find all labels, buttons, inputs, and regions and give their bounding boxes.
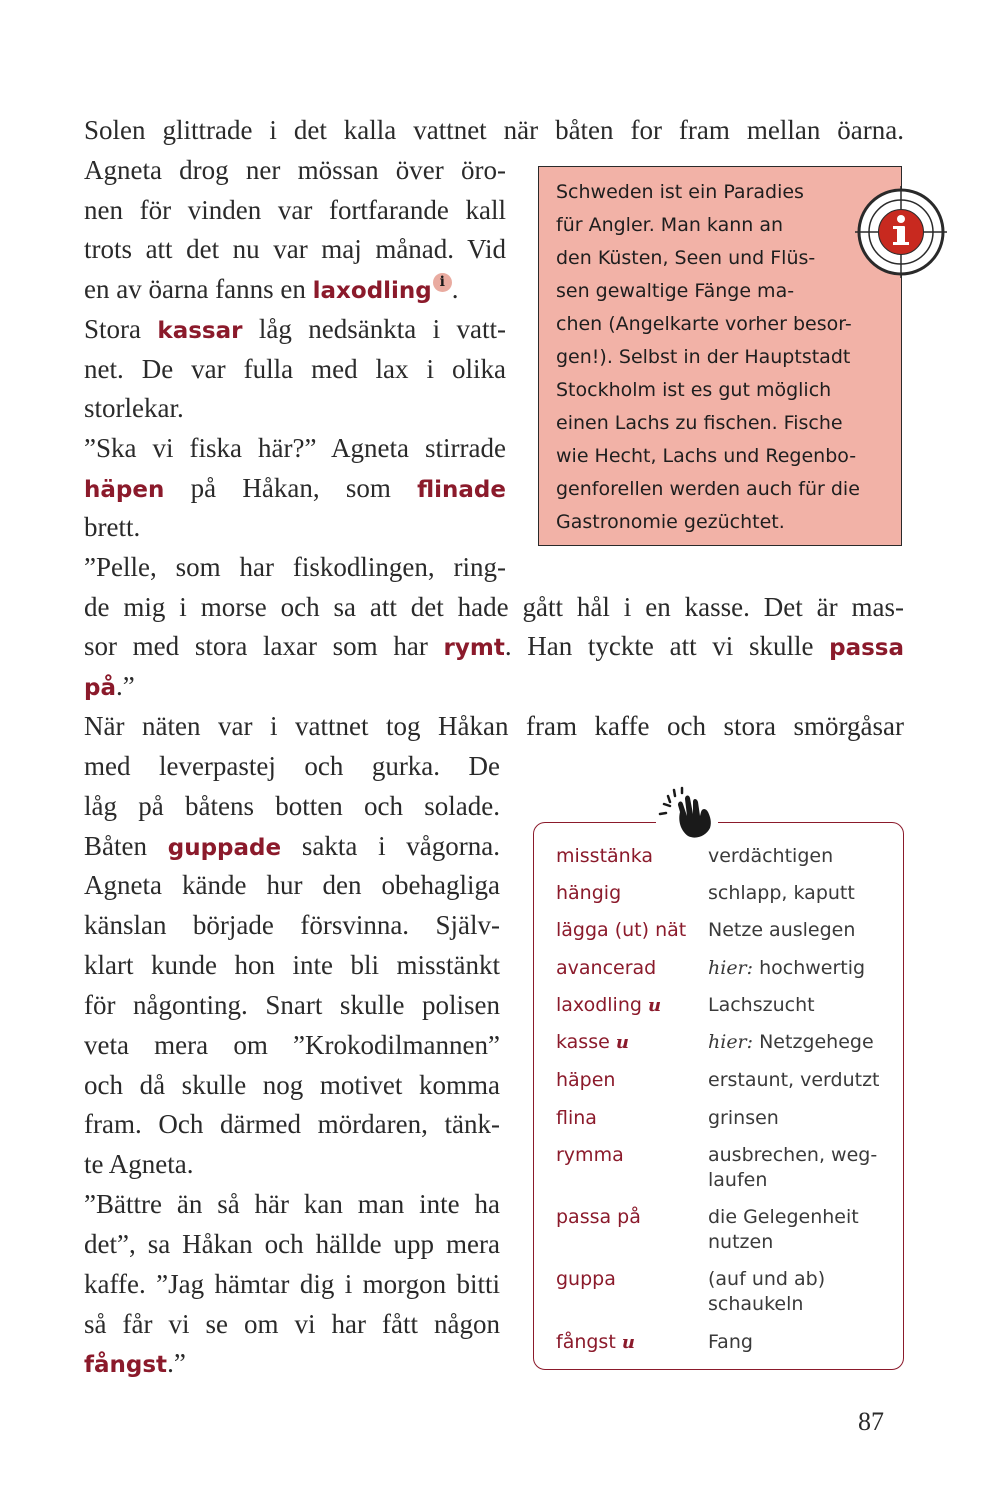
text-segment: låg nedsänkta i vatt- — [258, 314, 507, 344]
text-line: net. De var fulla med lax i olika — [84, 354, 506, 384]
text-line: med leverpastej och gurka. De — [84, 751, 500, 781]
text-segment: .” — [167, 1348, 186, 1378]
vocab-gender: u — [647, 995, 662, 1016]
vocab-swedish — [556, 1330, 635, 1355]
text-segment: sakta i vågorna. — [301, 831, 501, 861]
text-line — [84, 269, 506, 311]
text-line: ”Bättre än så här kan man inte ha — [84, 1189, 500, 1219]
keyword: guppade — [167, 835, 282, 861]
keyword: kassar — [157, 318, 243, 344]
vocab-german: verdächtigen — [708, 845, 834, 867]
keyword: på — [84, 675, 116, 701]
vocab-german — [708, 1030, 874, 1054]
vocab-note: hier: — [708, 1031, 754, 1053]
vocab-german-text: Netzgehege — [753, 1031, 874, 1053]
vocab-swedish: hängig — [556, 882, 622, 904]
vocab-swedish: avancerad — [556, 957, 657, 979]
info-line: den Küsten, Seen und Flüs- — [556, 247, 816, 269]
text-segment: . Han tyckte att vi skulle — [504, 631, 814, 661]
text-line: känslan började försvinna. Själv- — [84, 910, 500, 940]
vocab-swedish: flina — [556, 1107, 597, 1129]
text-segment: . — [451, 274, 459, 304]
text-line — [84, 1343, 186, 1385]
keyword: rymt — [443, 635, 505, 661]
info-line: chen (Angelkarte vorher besor- — [556, 313, 852, 335]
text-line: klart kunde hon inte bli misstänkt — [84, 950, 500, 980]
vocab-swedish: rymma — [556, 1144, 624, 1166]
info-line: wie Hecht, Lachs und Regenbo- — [556, 445, 857, 467]
text-line: det”, sa Håkan och hällde upp mera — [84, 1229, 500, 1259]
text-line: för någonting. Snart skulle polisen — [84, 990, 500, 1020]
text-segment: Stora — [84, 314, 141, 344]
vocab-word: fångst — [556, 1331, 616, 1353]
text-line: Solen glittrade i det kalla vattnet när båten for fram mellan öarna. — [84, 115, 904, 145]
vocab-german: Netze auslegen — [708, 919, 856, 941]
text-line: så får vi se om vi har fått någon — [84, 1309, 500, 1339]
info-box — [538, 166, 902, 546]
text-line: te Agneta. — [84, 1149, 194, 1179]
text-line: Agneta drog ner mössan över öro- — [84, 155, 506, 185]
info-icon — [855, 182, 951, 278]
text-line: brett. — [84, 512, 141, 542]
info-line: Stockholm ist es gut möglich — [556, 379, 832, 401]
vocab-german: erstaunt, verdutzt — [708, 1069, 880, 1091]
vocab-word: laxodling — [556, 994, 642, 1016]
text-line: ”Pelle, som har fiskodlingen, ring- — [84, 552, 506, 582]
text-line — [84, 626, 904, 668]
page-number: 87 — [858, 1407, 884, 1436]
text-segment: en av öarna fanns en — [84, 274, 306, 304]
info-line: gen!). Selbst in der Hauptstadt — [556, 346, 851, 368]
text-line: nen för vinden var fortfarande kall — [84, 195, 506, 225]
vocab-german-cont: schaukeln — [708, 1293, 804, 1315]
vocab-german: Lachszucht — [708, 994, 815, 1016]
vocab-german: (auf und ab) — [708, 1268, 826, 1290]
vocab-swedish — [556, 1030, 629, 1055]
text-segment: på Håkan, som — [190, 473, 391, 503]
text-line — [84, 468, 506, 510]
keyword: fångst — [84, 1352, 168, 1378]
info-line: sen gewaltige Fänge ma- — [556, 280, 795, 302]
text-line — [84, 666, 135, 708]
vocab-german: Fang — [708, 1331, 753, 1353]
text-line: fram. Och därmed mördaren, tänk- — [84, 1109, 500, 1139]
text-line: När näten var i vattnet tog Håkan fram kaffe och stora smörgåsar — [84, 711, 904, 741]
info-line: Schweden ist ein Paradies — [556, 181, 804, 203]
text-segment: Båten — [84, 831, 147, 861]
vocab-swedish: passa på — [556, 1206, 641, 1228]
keyword: häpen — [84, 477, 165, 503]
text-line: veta mera om ”Krokodilmannen” — [84, 1030, 500, 1060]
text-line: och då skulle nog motivet komma — [84, 1070, 500, 1100]
vocab-german — [708, 956, 865, 980]
vocab-german: die Gelegenheit — [708, 1206, 859, 1228]
info-marker-icon: i — [433, 273, 452, 292]
vocab-word: kasse — [556, 1031, 610, 1053]
vocab-german: grinsen — [708, 1107, 779, 1129]
text-line: trots att det nu var maj månad. Vid — [84, 234, 506, 264]
text-line: de mig i morse och sa att det hade gått hål i en kasse. Det är mas- — [84, 592, 904, 622]
vocab-swedish: misstänka — [556, 845, 654, 867]
vocab-note: hier: — [708, 957, 754, 979]
info-line: genforellen werden auch für die — [556, 478, 860, 500]
text-line — [84, 309, 506, 351]
info-line: einen Lachs zu fischen. Fische — [556, 412, 843, 434]
text-line: ”Ska vi fiska här?” Agneta stirrade — [84, 433, 506, 463]
vocab-swedish — [556, 993, 661, 1018]
info-line: Gastronomie gezüchtet. — [556, 511, 785, 533]
text-line: kaffe. ”Jag hämtar dig i morgon bitti — [84, 1269, 500, 1299]
vocab-swedish: häpen — [556, 1069, 616, 1091]
text-segment: .” — [115, 671, 135, 701]
text-line: låg på båtens botten och solade. — [84, 791, 500, 821]
keyword: passa — [829, 635, 905, 661]
keyword: laxodling — [312, 278, 432, 304]
vocab-german-cont: nutzen — [708, 1231, 774, 1253]
info-line: für Angler. Man kann an — [556, 214, 784, 236]
text-line: Agneta kände hur den obehagliga — [84, 870, 500, 900]
vocab-swedish: guppa — [556, 1268, 616, 1290]
vocab-german: schlapp, kaputt — [708, 882, 855, 904]
hand-icon — [656, 786, 718, 844]
text-segment: sor med stora laxar som har — [84, 631, 428, 661]
vocab-swedish: lägga (ut) nät — [556, 919, 687, 941]
vocab-german-cont: laufen — [708, 1169, 768, 1191]
text-line — [84, 826, 500, 868]
vocab-gender: u — [621, 1332, 635, 1353]
vocab-german: ausbrechen, weg- — [708, 1144, 878, 1166]
text-line: storlekar. — [84, 393, 184, 423]
vocab-gender: u — [615, 1032, 629, 1053]
vocab-german-text: hochwertig — [753, 957, 866, 979]
keyword: flinade — [417, 477, 506, 503]
